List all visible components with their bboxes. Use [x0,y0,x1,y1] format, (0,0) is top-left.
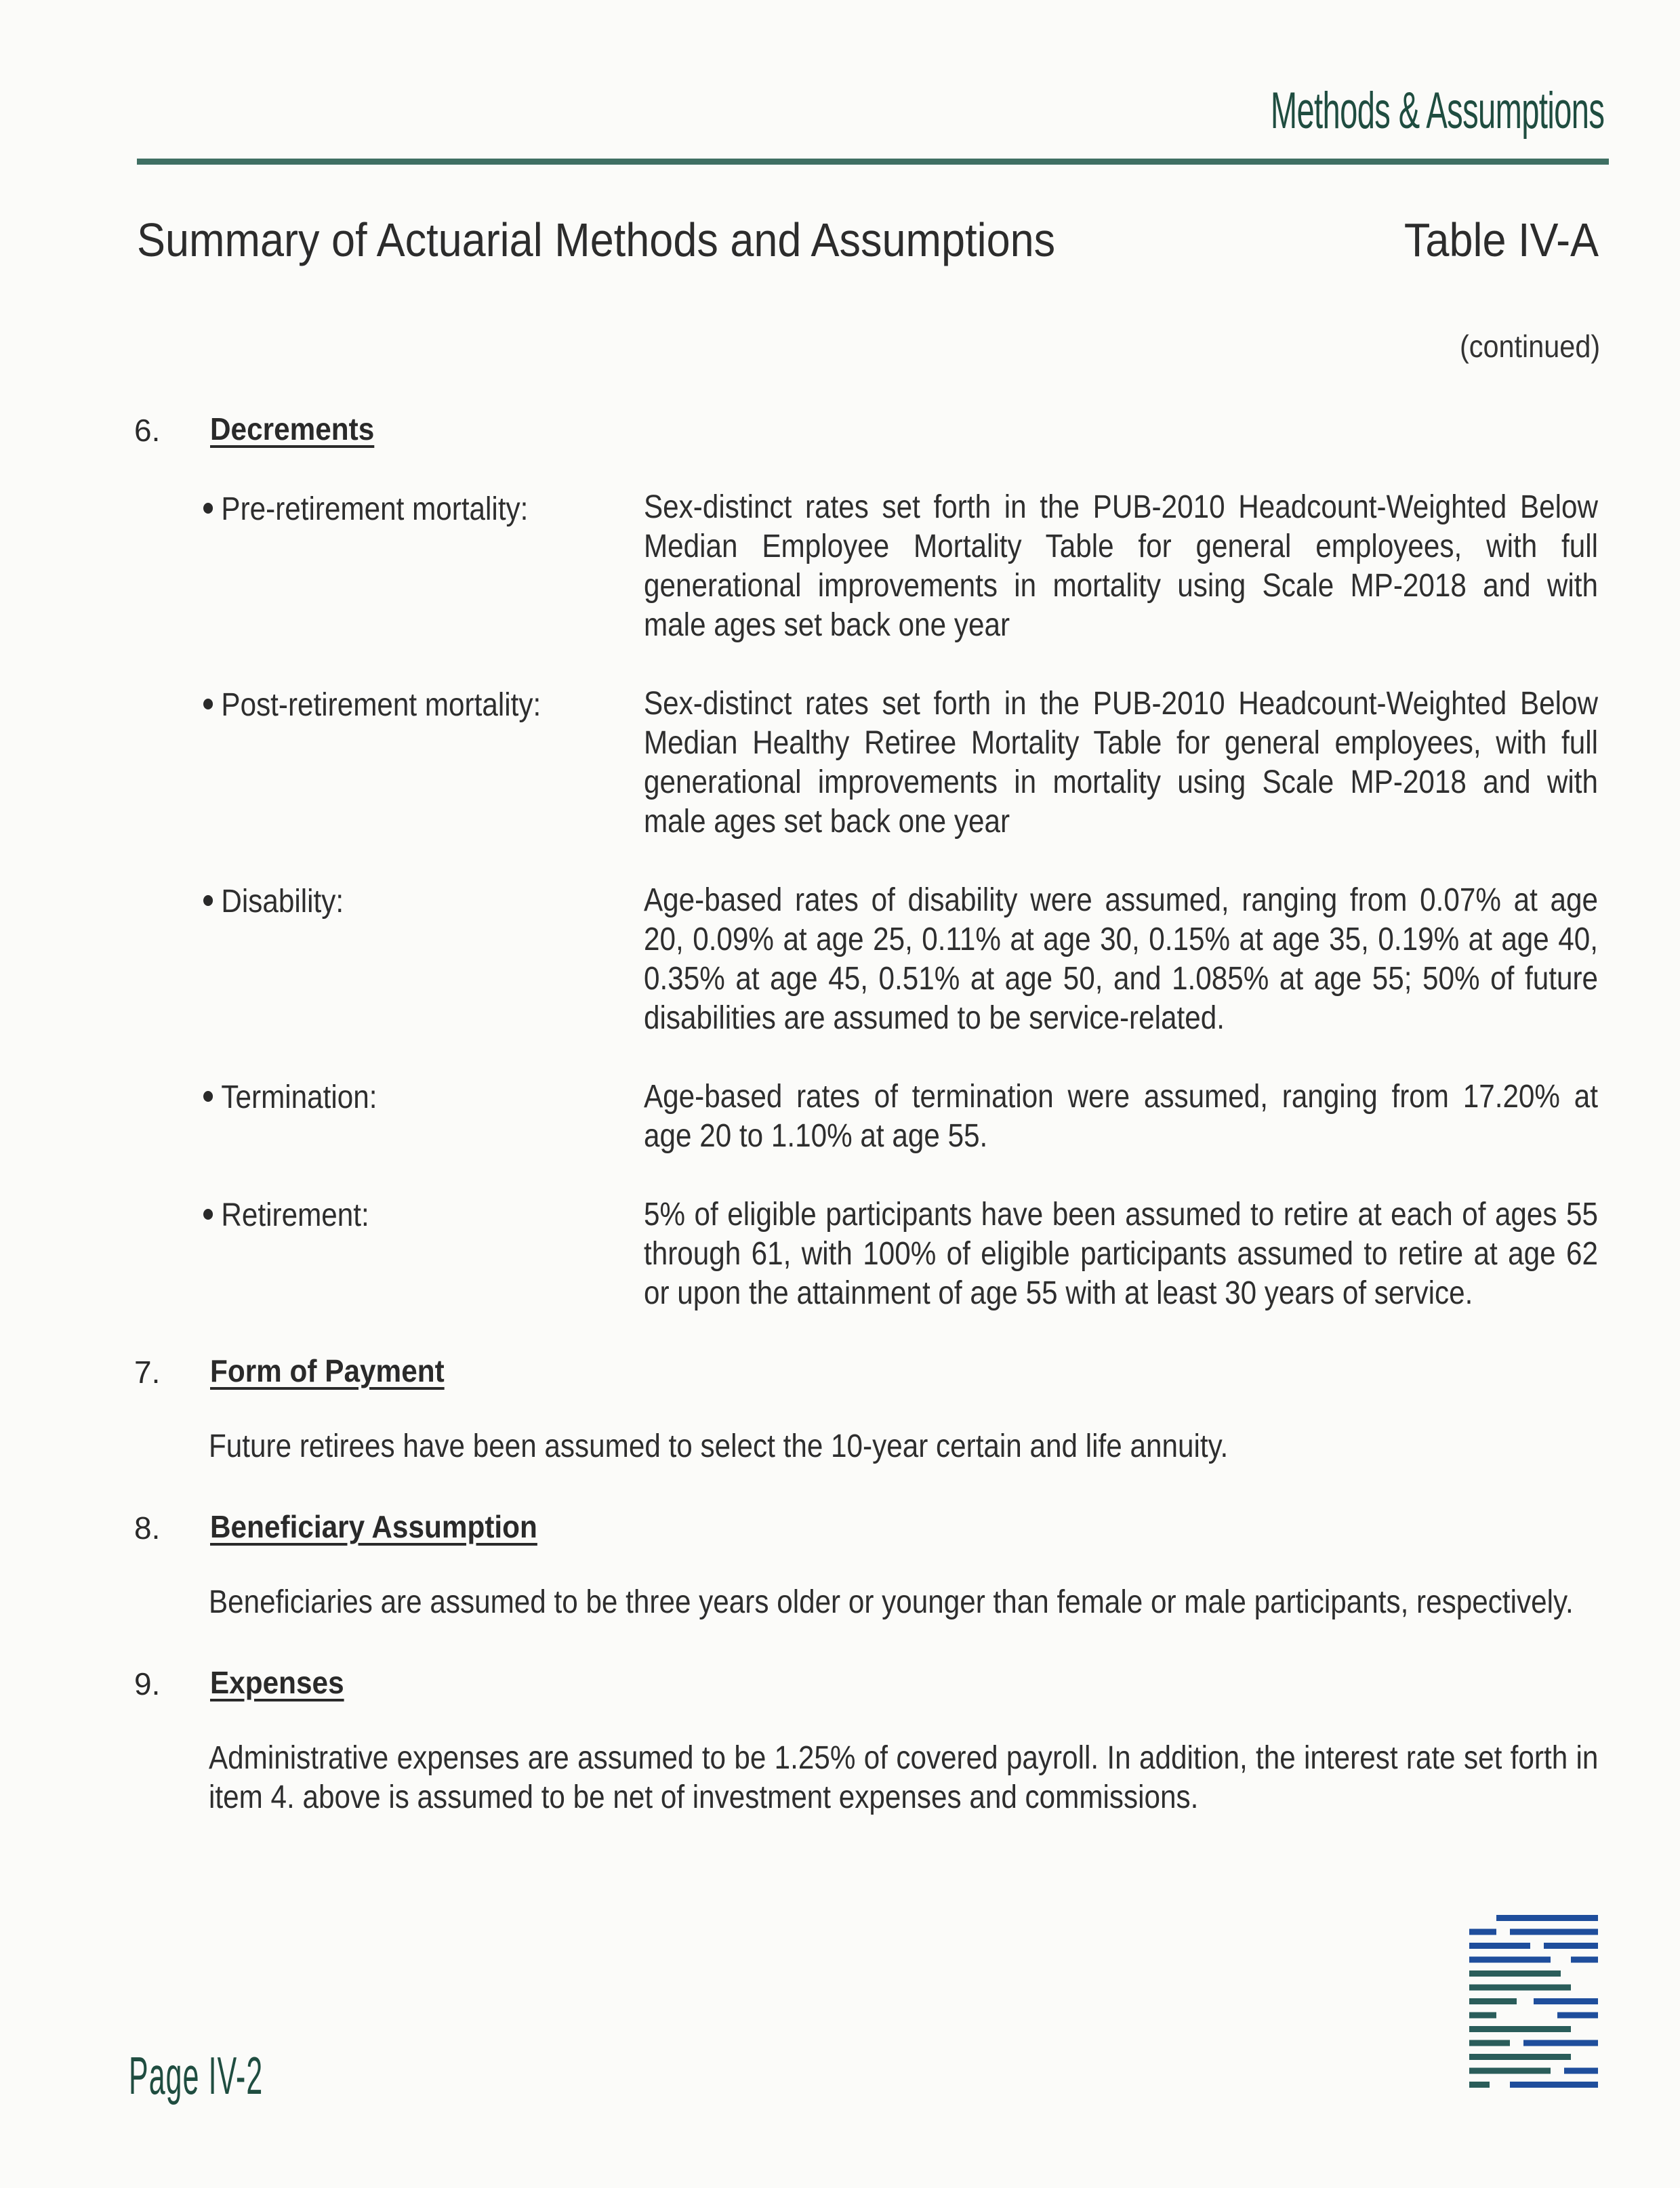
section-heading-expenses: Expenses [210,1665,344,1700]
page-number: Page IV-2 [129,2046,264,2105]
logo-stripe [1469,2082,1490,2088]
decrement-label-termination: Termination: [203,1079,377,1116]
logo-stripe [1469,1970,1561,1977]
bullet-icon [203,699,213,709]
decrement-text-post-retirement: Sex-distinct rates set forth in the PUB-2010 Headcount-Weighted Below Median Healthy Retiree Mortality Table for general employees, with full generational improvements in mortality using Scale MP-2018 and with male ages set back one year [644,686,1598,840]
logo-stripe [1469,2012,1496,2019]
bullet-icon [203,895,213,906]
expenses-text: Administrative expenses are assumed to be 1.25% of covered payroll. In addition, the interest rate set forth in item 4. above is assumed to be net of investment expenses and commissions. [209,1740,1599,1815]
bullet-icon [203,1091,213,1102]
logo-stripe [1469,1957,1551,1963]
logo-stripe [1523,2040,1598,2046]
logo-stripe [1469,2026,1571,2032]
section-heading-form-of-payment: Form of Payment [210,1353,445,1388]
form-of-payment-text: Future retirees have been assumed to select the 10-year certain and life annuity. [209,1428,1229,1464]
section-number-expenses: 9. [134,1666,161,1701]
beneficiary-text: Beneficiaries are assumed to be three years older or younger than female or male participants, respectively. [209,1584,1574,1620]
logo-stripe [1557,2012,1598,2019]
logo-stripe [1510,1929,1598,1935]
segal-logo-icon [1469,1915,1598,2098]
logo-stripe [1544,1943,1598,1949]
header-rule [137,159,1609,165]
section-number-beneficiary: 8. [134,1510,161,1546]
table-id: Table IV-A [1404,213,1599,266]
section-number-form-of-payment: 7. [134,1355,161,1390]
logo-stripe [1496,1915,1598,1921]
decrement-text-pre-retirement: Sex-distinct rates set forth in the PUB-2010 Headcount-Weighted Below Median Employee Mortality Table for general employees, with full generational improvements in mortality using Scale MP-2018 and with male ages set back one year [644,489,1598,643]
logo-stripe [1564,2068,1598,2074]
section-heading-decrements: Decrements [210,411,375,447]
continued-label: (continued) [1459,329,1600,364]
bullet-icon [203,503,213,514]
decrement-label-retirement: Retirement: [203,1197,369,1234]
decrement-label-pre-retirement: Pre-retirement mortality: [203,491,528,528]
decrement-text-termination: Age-based rates of termination were assumed, ranging from 17.20% at age 20 to 1.10% at age 55. [644,1079,1598,1154]
logo-stripe [1469,1998,1517,2004]
decrement-label-post-retirement: Post-retirement mortality: [203,686,541,724]
logo-stripe [1534,1998,1598,2004]
bullet-icon [203,1209,213,1220]
logo-stripe [1469,2040,1510,2046]
decrement-label-disability: Disability: [203,883,344,920]
logo-stripe [1469,1929,1496,1935]
logo-stripe [1469,2054,1571,2060]
logo-stripe [1469,1943,1530,1949]
page-title: Summary of Actuarial Methods and Assumptions [137,213,1056,266]
decrement-text-retirement: 5% of eligible participants have been assumed to retire at each of ages 55 through 61, with 100% of eligible participants assumed to retire at age 62 or upon the attainment of age 55 with at least 30 years of service. [644,1197,1598,1311]
section-heading-beneficiary: Beneficiary Assumption [210,1509,537,1544]
decrement-text-disability: Age-based rates of disability were assumed, ranging from 0.07% at age 20, 0.09% at age 25, 0.11% at age 30, 0.15% at age 35, 0.19% at age 40, 0.35% at age 45, 0.51% at age 50, and 1.085% at age 55; 50% of future disabilities are assumed to be service-related. [644,882,1598,1036]
logo-stripe [1510,2082,1598,2088]
logo-stripe [1469,1985,1571,1991]
logo-stripe [1571,1957,1598,1963]
logo-stripe [1469,2068,1551,2074]
section-number-decrements: 6. [134,413,161,448]
section-label: Methods & Assumptions [1270,82,1604,140]
